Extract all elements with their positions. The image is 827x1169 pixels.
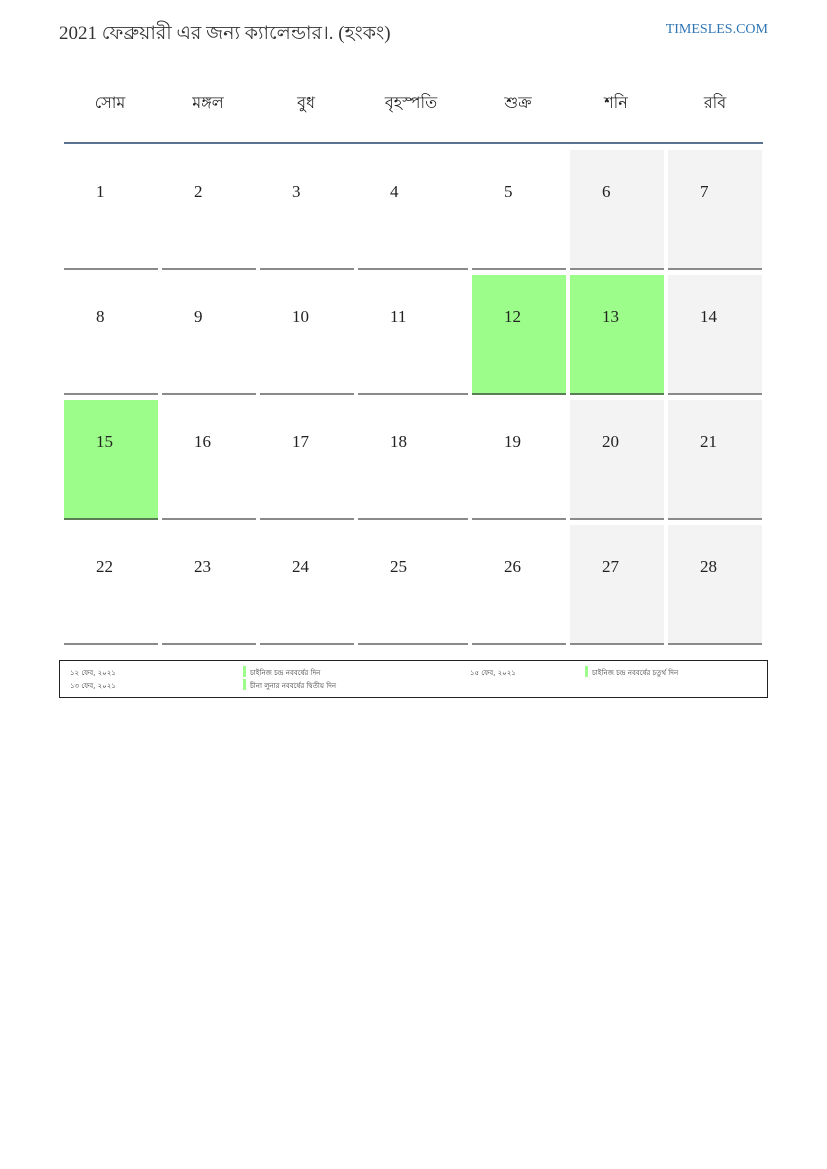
day-number: 6: [602, 182, 611, 201]
day-number: 28: [700, 557, 717, 576]
day-number: 10: [292, 307, 309, 326]
brand-link[interactable]: TIMESLES.COM: [665, 22, 768, 37]
day-number: 5: [504, 182, 513, 201]
calendar-day-cell: [162, 275, 256, 395]
holiday-name-text: চীনা লুনার নববর্ষের দ্বিতীয় দিন: [250, 682, 337, 690]
holiday-name-text: চাইনিজ চন্দ্র নববর্ষের চতুর্থ দিন: [592, 669, 679, 677]
holiday-swatch: [243, 666, 246, 677]
day-number: 18: [390, 432, 407, 451]
calendar-day-cell: [358, 525, 468, 645]
day-number: 21: [700, 432, 717, 451]
calendar-day-cell: [668, 400, 762, 520]
day-number: 8: [96, 307, 105, 326]
weekday-sunday: রবি: [703, 93, 727, 112]
weekday-saturday: শনি: [604, 93, 628, 112]
day-number: 20: [602, 432, 619, 451]
calendar-day-cell: [260, 150, 354, 270]
calendar-day-cell: [472, 275, 566, 395]
day-number: 2: [194, 182, 203, 201]
holiday-name: [243, 667, 320, 679]
calendar-day-cell: [64, 275, 158, 395]
day-number: 13: [602, 307, 619, 326]
calendar-day-cell: [64, 400, 158, 520]
day-number: 16: [194, 432, 211, 451]
calendar-day-cell: [358, 150, 468, 270]
header-divider: [64, 142, 763, 144]
weekday-friday: শুক্র: [504, 93, 532, 112]
calendar-day-cell: [668, 275, 762, 395]
holiday-date: ১৫ ফেব, ২০২১: [470, 669, 516, 677]
calendar-day-cell: [260, 525, 354, 645]
weekday-monday: সোম: [94, 93, 126, 112]
day-number: 1: [96, 182, 105, 201]
calendar-day-cell: [64, 150, 158, 270]
day-number: 7: [700, 182, 709, 201]
day-number: 11: [390, 307, 407, 326]
day-number: 19: [504, 432, 521, 451]
calendar-day-cell: [162, 525, 256, 645]
holiday-name-text: চাইনিজ চন্দ্র নববর্ষের দিন: [250, 669, 321, 677]
day-number: 25: [390, 557, 407, 576]
holiday-name: [243, 680, 336, 692]
calendar-day-cell: [570, 275, 664, 395]
calendar-day-cell: [358, 400, 468, 520]
calendar-day-cell: [64, 525, 158, 645]
day-number: 14: [700, 307, 717, 326]
day-number: 17: [292, 432, 309, 451]
calendar-day-cell: [472, 400, 566, 520]
calendar-day-cell: [162, 150, 256, 270]
weekday-tuesday: মঙ্গল: [192, 93, 224, 112]
calendar-day-cell: [260, 400, 354, 520]
calendar-day-cell: [570, 150, 664, 270]
calendar-day-cell: [260, 275, 354, 395]
calendar-day-cell: [570, 525, 664, 645]
weekday-wednesday: বুধ: [297, 93, 315, 112]
day-number: 27: [602, 557, 619, 576]
holiday-swatch: [585, 666, 588, 677]
holiday-date: ১৩ ফেব, ২০২১: [70, 682, 116, 690]
weekday-header-row: [62, 88, 765, 118]
calendar-day-cell: [668, 150, 762, 270]
calendar-day-cell: [668, 525, 762, 645]
calendar-day-cell: [570, 400, 664, 520]
page-title: 2021 ফেব্রুয়ারী এর জন্য ক্যালেন্ডার।. (হংকং): [59, 23, 391, 44]
day-number: 4: [390, 182, 399, 201]
day-number: 3: [292, 182, 301, 201]
calendar-day-cell: [162, 400, 256, 520]
holiday-legend: [59, 660, 768, 698]
day-number: 26: [504, 557, 521, 576]
day-number: 23: [194, 557, 211, 576]
day-number: 12: [504, 307, 521, 326]
holiday-name: [585, 667, 678, 679]
calendar-day-cell: [472, 525, 566, 645]
day-number: 15: [96, 432, 113, 451]
calendar-day-cell: [358, 275, 468, 395]
day-number: 9: [194, 307, 203, 326]
holiday-date: ১২ ফেব, ২০২১: [70, 669, 116, 677]
day-number: 24: [292, 557, 309, 576]
day-number: 22: [96, 557, 113, 576]
weekday-thursday: বৃহস্পতি: [384, 93, 438, 112]
holiday-swatch: [243, 679, 246, 690]
calendar-day-cell: [472, 150, 566, 270]
